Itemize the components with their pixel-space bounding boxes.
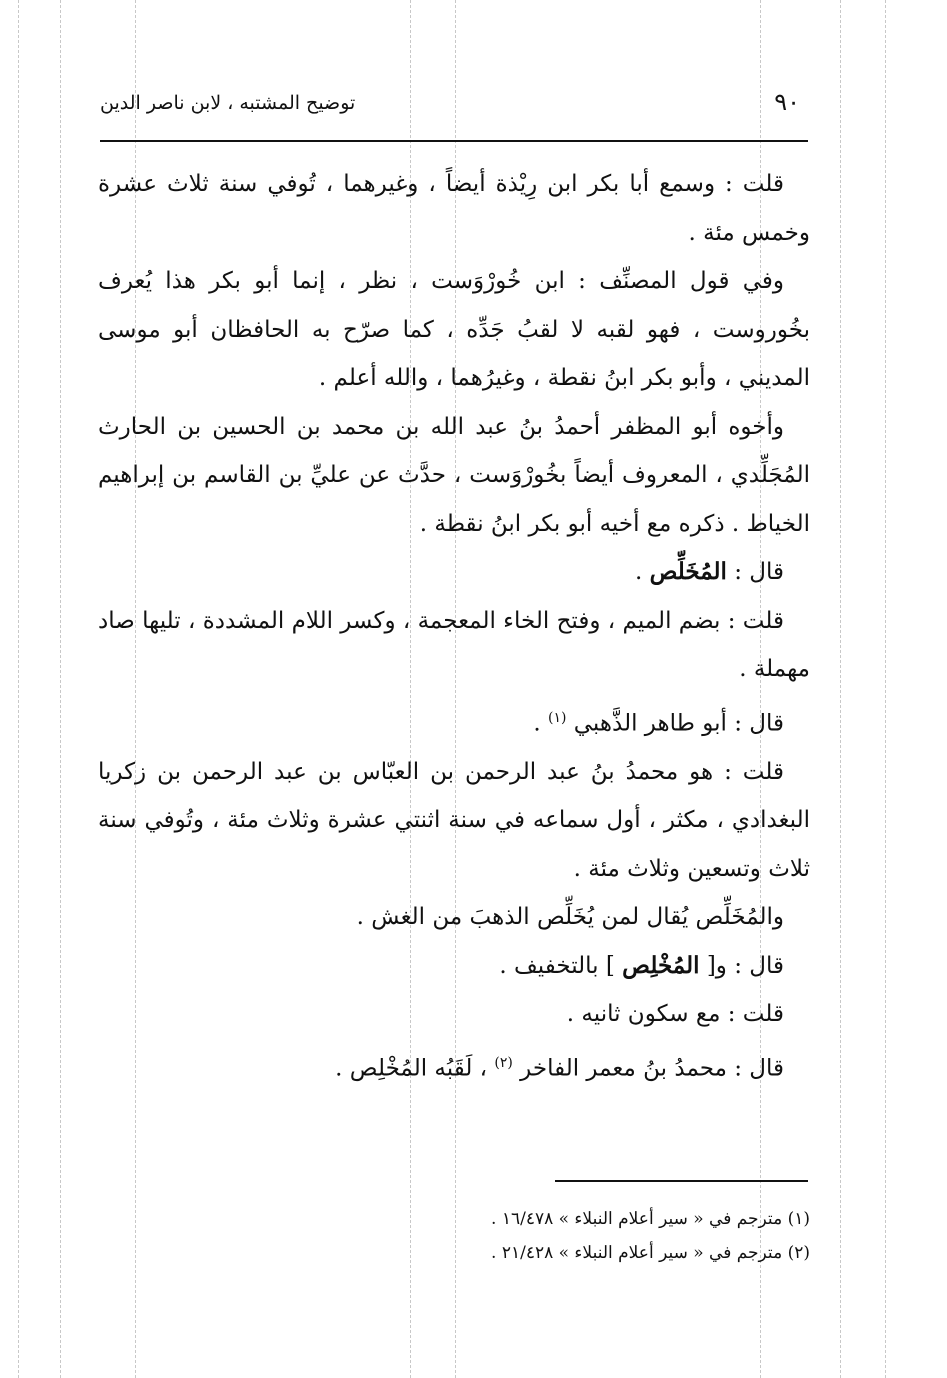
- entry-qala: قال :: [734, 559, 784, 585]
- main-text: [98, 160, 810, 1093]
- paragraph: وفي قول المصنِّف : ابن خُورْوَست ، نظر ، إنما أبو بكر هذا يُعرف بخُوروست ، فهو لقبه لا لقبُ جَدِّه ، كما صرّح به الحافظان أبو موسى المديني ، وأبو بكر ابنُ نقطة ، وغيرُهما ، والله أعلم .: [98, 268, 810, 391]
- entry-bio: قلت : هو محمدُ بنُ عبد الرحمن بن العبّاس بن عبد الرحمن بن زكريا البغدادي ، مكثر ، أول سماعه في سنة اثنتي عشرة وثلاث مئة ، وتُوفي سنة ثلاث وتسعين وثلاث مئة .: [98, 758, 810, 882]
- entry-note: قلت : مع سكون ثانيه .: [566, 1001, 784, 1028]
- entry-headword: المُخَلِّص: [649, 558, 727, 585]
- entry-note: قلت : بضم الميم ، وفتح الخاء المعجمة ، وكسر اللام المشددة ، تليها صاد مهملة .: [98, 607, 810, 682]
- scan-artifact-line: [840, 0, 841, 1378]
- footnotes: [400, 1202, 810, 1270]
- footnote-ref: (٢): [494, 1054, 513, 1071]
- entry-person: [98, 1039, 810, 1093]
- entry-qala: قال : و[: [706, 952, 784, 979]
- page-header: [100, 88, 800, 128]
- entry-end: ] بالتخفيف .: [499, 952, 615, 979]
- running-title: توضيح المشتبه ، لابن ناصر الدين: [100, 92, 356, 114]
- entry-person-text: قال : أبو طاهر الذَّهبي: [573, 710, 784, 737]
- page-number: ٩٠: [774, 88, 800, 116]
- entry-heading: [98, 942, 810, 991]
- footnote-ref: (١): [547, 709, 567, 726]
- footnote: (٢) مترجم في « سير أعلام النبلاء » ٢١/٤٢٨ .: [491, 1243, 810, 1263]
- footnote: (١) مترجم في « سير أعلام النبلاء » ١٦/٤٧٨ .: [491, 1209, 810, 1229]
- scan-artifact-line: [885, 0, 886, 1378]
- entry-heading: [98, 548, 810, 597]
- entry-end: .: [533, 710, 541, 737]
- entry-end: ، لَقَبُه المُخْلِص .: [335, 1055, 488, 1082]
- footnote-rule: [555, 1180, 808, 1182]
- entry-end: .: [634, 559, 643, 585]
- scan-artifact-line: [60, 0, 61, 1378]
- scan-artifact-line: [18, 0, 19, 1378]
- entry-person: [98, 694, 810, 748]
- entry-person-text: قال : محمدُ بنُ معمر الفاخر: [520, 1055, 784, 1082]
- header-rule: [100, 140, 808, 142]
- entry-headword: المُخْلِص: [622, 951, 700, 979]
- paragraph: قلت : وسمع أبا بكر ابن رِيْذة أيضاً ، وغيرهما ، تُوفي سنة ثلاث عشرة وخمس مئة .: [98, 171, 810, 246]
- paragraph: وأخوه أبو المظفر أحمدُ بنُ عبد الله بن محمد بن الحسين بن الحارث المُجَلِّدي ، المعروف أيضاً بخُورْوَست ، حدَّث عن عليِّ بن القاسم بن إبراهيم الخياط . ذكره مع أخيه أبو بكر ابنُ نقطة .: [98, 413, 810, 537]
- entry-meaning: والمُخَلِّص يُقال لمن يُخَلِّص الذهبَ من الغش .: [356, 904, 784, 931]
